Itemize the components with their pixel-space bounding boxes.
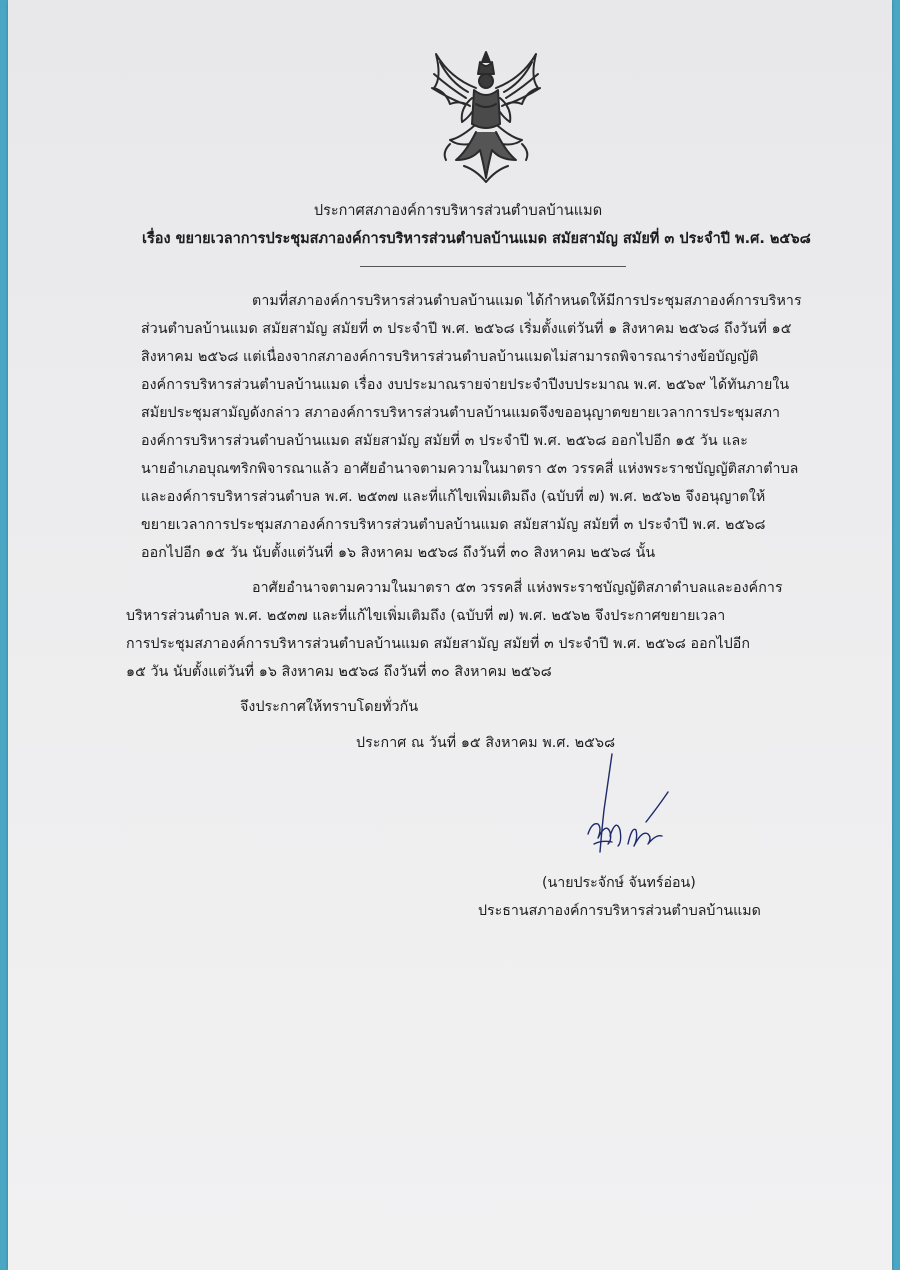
body-line: สมัยประชุมสามัญดังกล่าว สภาองค์การบริหารส่วนตำบลบ้านแมดจึงขออนุญาตขยายเวลาการประชุมสภา (141, 405, 781, 421)
handwritten-signature (582, 752, 682, 856)
body-line: บริหารส่วนตำบล พ.ศ. ๒๕๓๗ และที่แก้ไขเพิ่มเติมถึง (ฉบับที่ ๗) พ.ศ. ๒๕๖๒ จึงประกาศขยายเวลา (126, 608, 726, 624)
document-page (8, 0, 892, 1270)
announcement-date: ประกาศ ณ วันที่ ๑๕ สิงหาคม พ.ศ. ๒๕๖๘ (356, 735, 616, 751)
signatory-position: ประธานสภาองค์การบริหารส่วนตำบลบ้านแมด (478, 903, 761, 919)
announcement-title: ประกาศสภาองค์การบริหารส่วนตำบลบ้านแมด (313, 203, 603, 219)
garuda-emblem (420, 48, 552, 186)
signatory-name: (นายประจักษ์ จันทร์อ่อน) (542, 875, 696, 891)
body-line: นายอำเภอบุณฑริกพิจารณาแล้ว อาศัยอำนาจตามความในมาตรา ๕๓ วรรคสี่ แห่งพระราชบัญญัติสภาตำบล (141, 461, 799, 477)
body-line: ออกไปอีก ๑๕ วัน นับตั้งแต่วันที่ ๑๖ สิงหาคม ๒๕๖๘ ถึงวันที่ ๓๐ สิงหาคม ๒๕๖๘ นั้น (141, 545, 656, 561)
body-line: ๑๕ วัน นับตั้งแต่วันที่ ๑๖ สิงหาคม ๒๕๖๘ ถึงวันที่ ๓๐ สิงหาคม ๒๕๖๘ (126, 664, 552, 680)
body-line: องค์การบริหารส่วนตำบลบ้านแมด สมัยสามัญ สมัยที่ ๓ ประจำปี พ.ศ. ๒๕๖๘ ออกไปอีก ๑๕ วัน และ (141, 433, 749, 449)
body-line: ขยายเวลาการประชุมสภาองค์การบริหารส่วนตำบลบ้านแมด สมัยสามัญ สมัยที่ ๓ ประจำปี พ.ศ. ๒๕๖๘ (141, 517, 766, 533)
body-line: สิงหาคม ๒๕๖๘ แต่เนื่องจากสภาองค์การบริหารส่วนตำบลบ้านแมดไม่สามารถพิจารณาร่างข้อบัญญัติ (141, 349, 759, 365)
body-line: การประชุมสภาองค์การบริหารส่วนตำบลบ้านแมด สมัยสามัญ สมัยที่ ๓ ประจำปี พ.ศ. ๒๕๖๘ ออกไปอีก (126, 636, 751, 652)
body-line: องค์การบริหารส่วนตำบลบ้านแมด เรื่อง งบประมาณรายจ่ายประจำปีงบประมาณ พ.ศ. ๒๕๖๙ ได้ทันภายใน (141, 377, 790, 393)
title-divider (360, 266, 626, 267)
body-line: อาศัยอำนาจตามความในมาตรา ๕๓ วรรคสี่ แห่งพระราชบัญญัติสภาตำบลและองค์การ (252, 580, 783, 596)
body-line: และองค์การบริหารส่วนตำบล พ.ศ. ๒๕๓๗ และที่แก้ไขเพิ่มเติมถึง (ฉบับที่ ๗) พ.ศ. ๒๕๖๒ จึงอนุญาตให้ (141, 489, 766, 505)
announcement-subject: เรื่อง ขยายเวลาการประชุมสภาองค์การบริหารส่วนตำบลบ้านแมด สมัยสามัญ สมัยที่ ๓ ประจำปี พ.ศ. ๒๕๖๘ (142, 231, 811, 247)
body-line: ตามที่สภาองค์การบริหารส่วนตำบลบ้านแมด ได้กำหนดให้มีการประชุมสภาองค์การบริหาร (252, 293, 802, 309)
body-line: ส่วนตำบลบ้านแมด สมัยสามัญ สมัยที่ ๓ ประจำปี พ.ศ. ๒๕๖๘ เริ่มตั้งแต่วันที่ ๑ สิงหาคม ๒๕๖๘ ถึงวันที่ ๑๕ (141, 321, 792, 337)
closing-statement: จึงประกาศให้ทราบโดยทั่วกัน (240, 699, 419, 715)
